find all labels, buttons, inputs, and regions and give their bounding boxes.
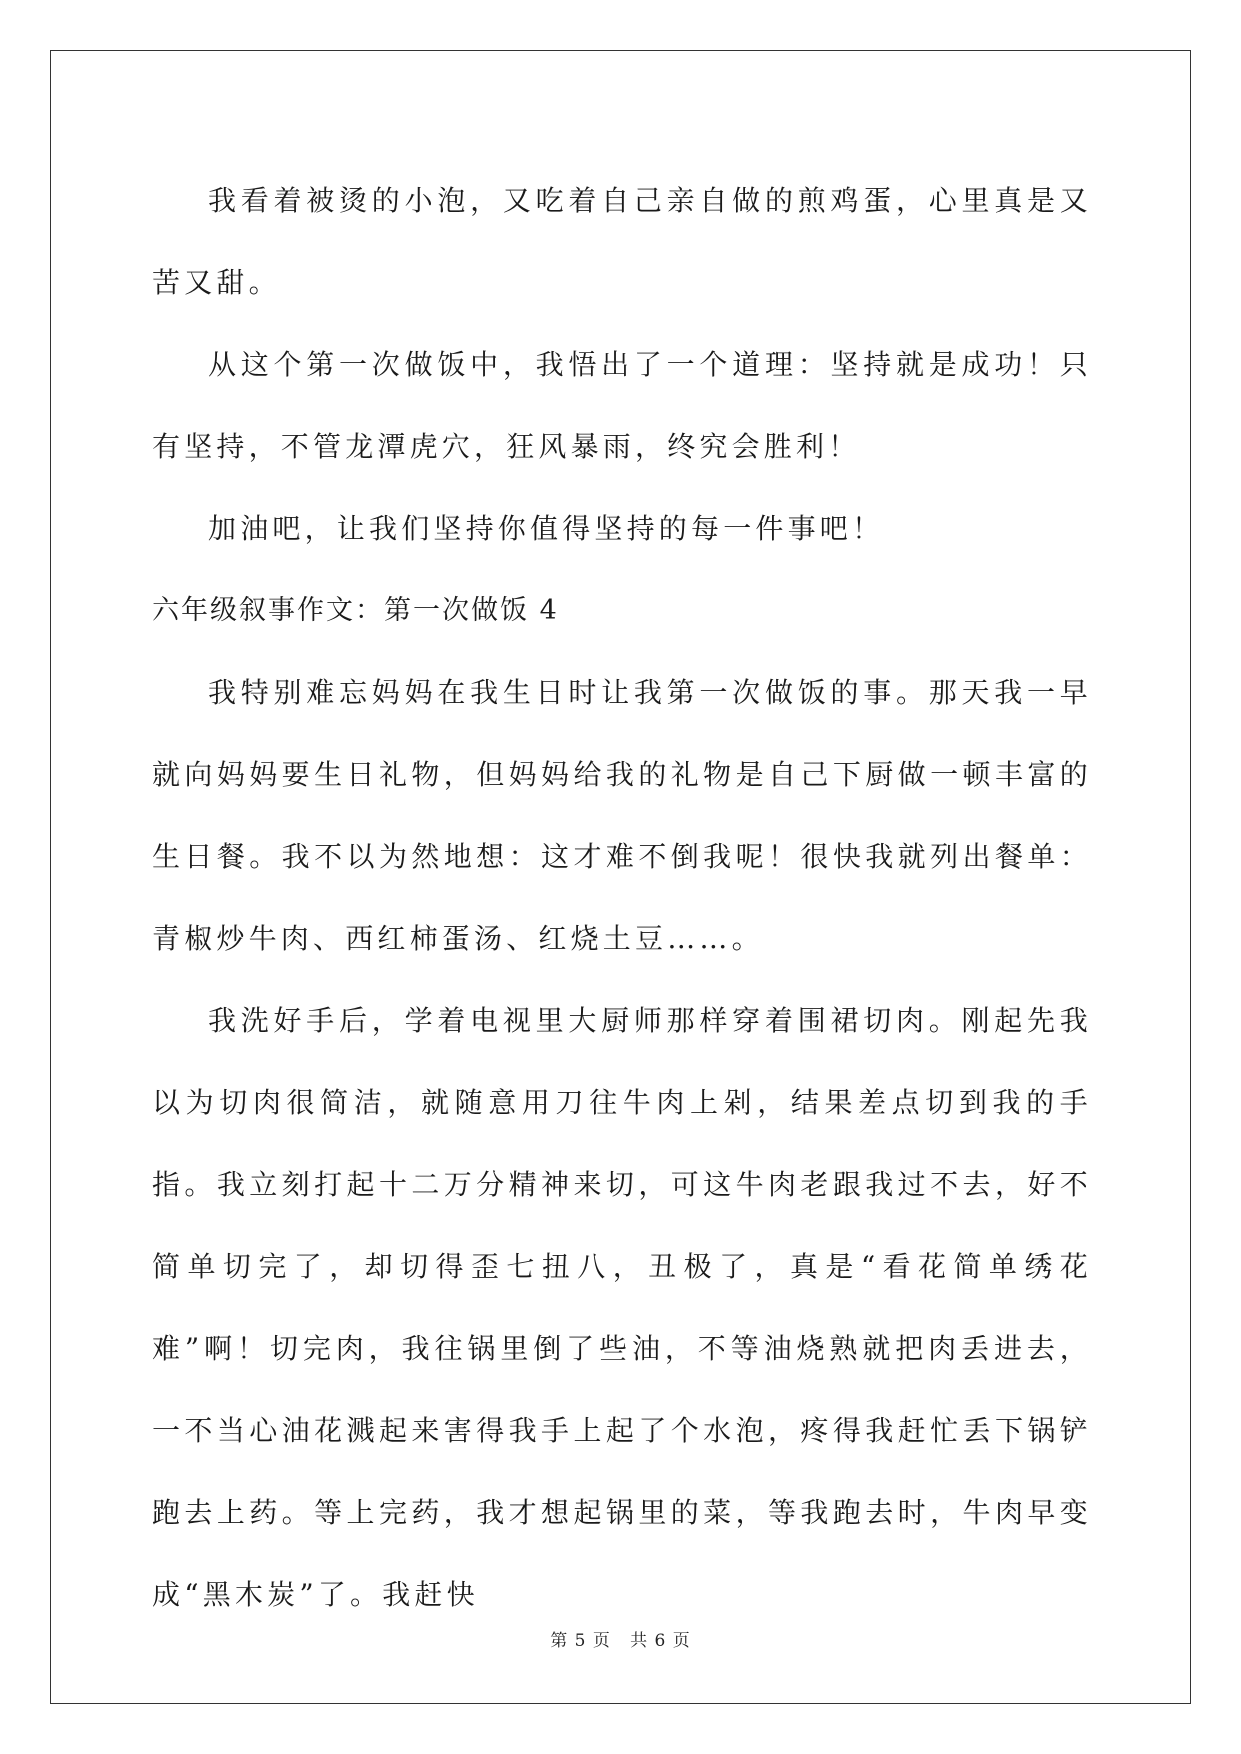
- paragraph: 从这个第一次做饭中，我悟出了一个道理：坚持就是成功！只有坚持，不管龙潭虎穴，狂风暴雨，终究会胜利！: [152, 348, 1092, 463]
- footer-spacer: [611, 1631, 630, 1651]
- current-page-label: 第 5 页: [550, 1631, 611, 1651]
- section-title: 六年级叙事作文：第一次做饭 4: [152, 595, 559, 626]
- document-body: [152, 160, 1092, 1636]
- paragraph: 我洗好手后，学着电视里大厨师那样穿着围裙切肉。刚起先我以为切肉很简洁，就随意用刀往牛肉上剁，结果差点切到我的手指。我立刻打起十二万分精神来切，可这牛肉老跟我过不去，好不简单切完了，却切得歪七扭八，丑极了，真是“看花简单绣花难”啊！切完肉，我往锅里倒了些油，不等油烧熟就把肉丢进去，一不当心油花溅起来害得我手上起了个水泡，疼得我赶忙丢下锅铲跑去上药。等上完药，我才想起锅里的菜，等我跑去时，牛肉早变成“黑木炭”了。我赶快: [152, 1004, 1092, 1611]
- total-pages-label: 共 6 页: [630, 1631, 691, 1651]
- paragraph: 我特别难忘妈妈在我生日时让我第一次做饭的事。那天我一早就向妈妈要生日礼物，但妈妈给我的礼物是自己下厨做一顿丰富的生日餐。我不以为然地想：这才难不倒我呢！很快我就列出餐单：青椒炒牛肉、西红柿蛋汤、红烧土豆……。: [152, 676, 1092, 955]
- page-footer: [0, 1626, 1241, 1651]
- paragraph: 我看着被烫的小泡，又吃着自己亲自做的煎鸡蛋，心里真是又苦又甜。: [152, 184, 1092, 299]
- paragraph: 加油吧，让我们坚持你值得坚持的每一件事吧！: [208, 512, 885, 545]
